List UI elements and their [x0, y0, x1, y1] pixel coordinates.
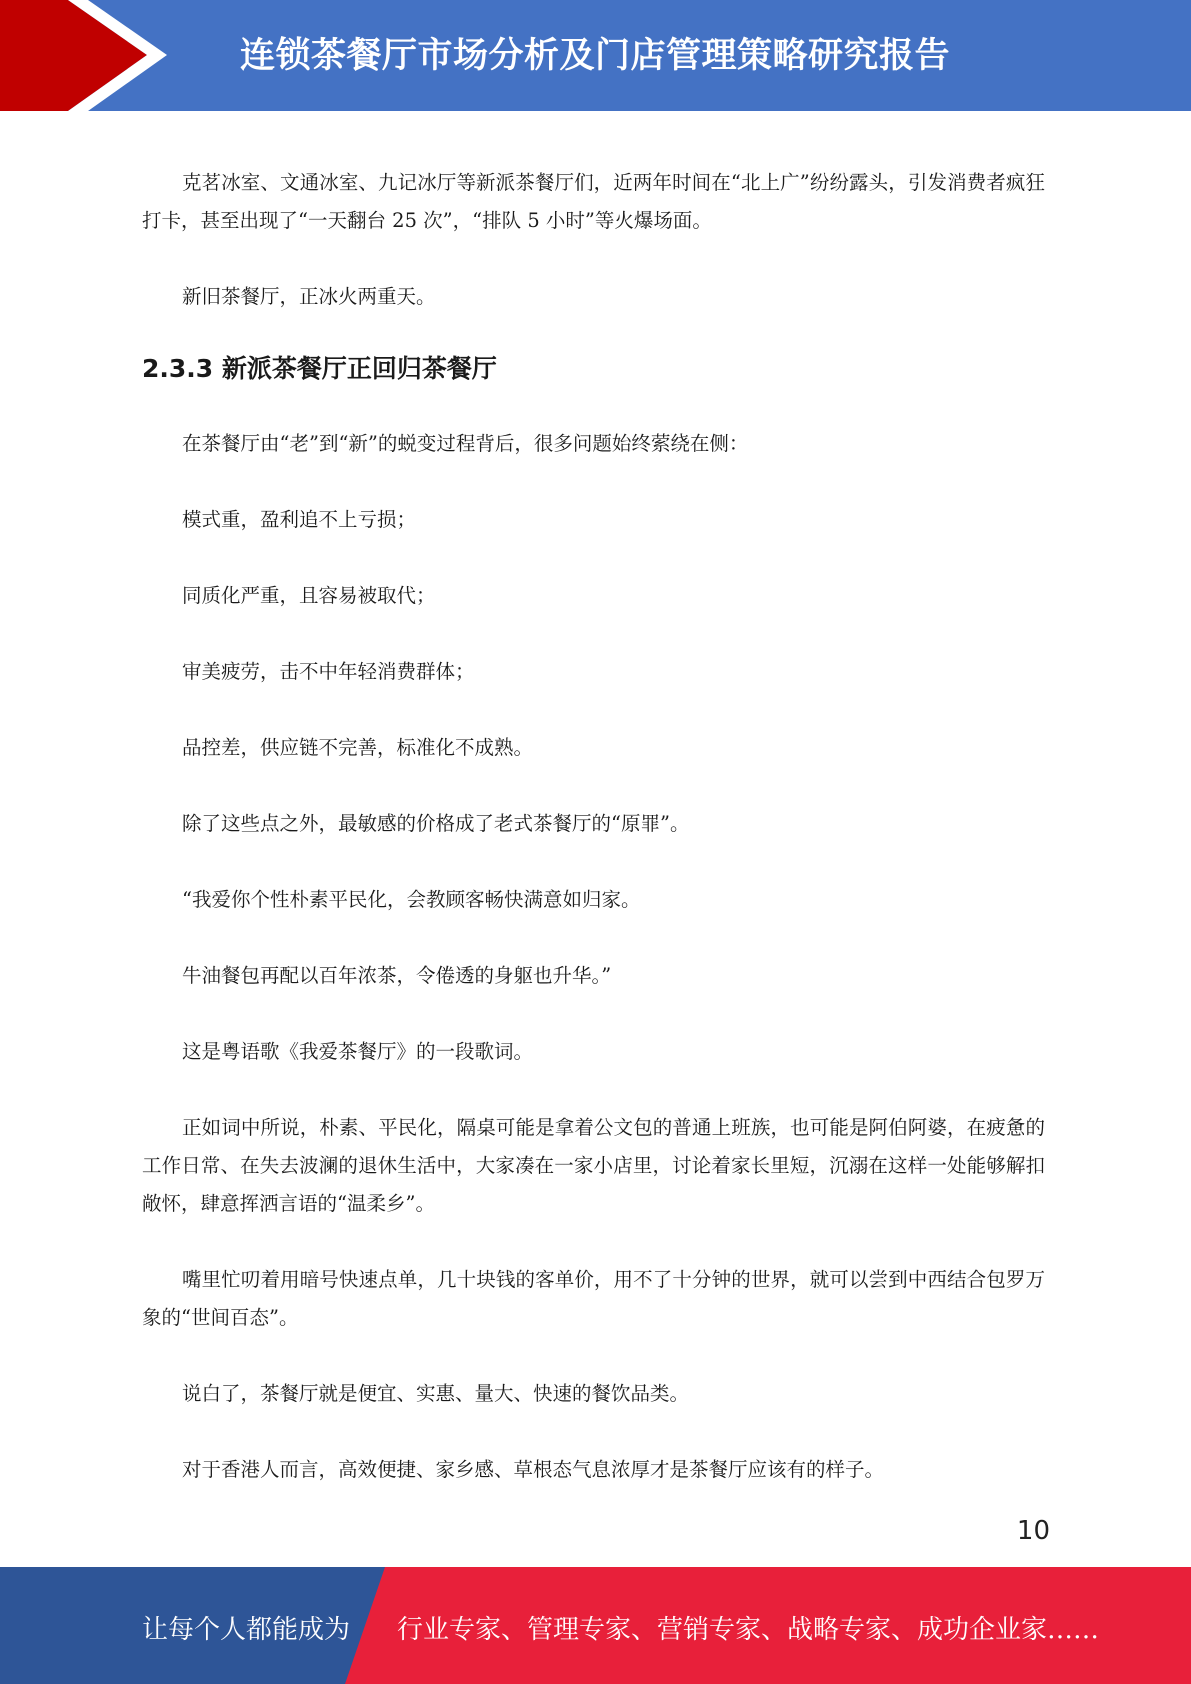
paragraph: 克茗冰室、文通冰室、九记冰厅等新派茶餐厅们，近两年时间在“北上广”纷纷露头，引发消费者疯狂打卡，甚至出现了“一天翻台 25 次”，“排队 5 小时”等火爆场面。 — [142, 171, 1045, 232]
paragraph: 嘴里忙叨着用暗号快速点单，几十块钱的客单价，用不了十分钟的世界，就可以尝到中西结合包罗万象的“世间百态”。 — [142, 1268, 1045, 1329]
footer-slogan-right: 行业专家、管理专家、营销专家、战略专家、成功企业家…… — [397, 1615, 1100, 1645]
paragraph: 除了这些点之外，最敏感的价格成了老式茶餐厅的“原罪”。 — [182, 812, 690, 835]
page-header — [0, 0, 1191, 111]
paragraph: 在茶餐厅由“老”到“新”的蜕变过程背后，很多问题始终萦绕在侧： — [182, 432, 749, 455]
page-number: 10 — [1016, 1516, 1050, 1546]
document-body — [142, 164, 1045, 1489]
paragraph: 品控差，供应链不完善，标准化不成熟。 — [182, 736, 534, 759]
paragraph: 说白了，茶餐厅就是便宜、实惠、量大、快速的餐饮品类。 — [182, 1382, 690, 1405]
paragraph: 审美疲劳，击不中年轻消费群体； — [182, 660, 475, 683]
paragraph: 模式重，盈利追不上亏损； — [182, 508, 417, 531]
page-footer — [0, 1567, 1191, 1684]
paragraph: “我爱你个性朴素平民化，会教顾客畅快满意如归家。 — [182, 888, 641, 911]
paragraph: 正如词中所说，朴素、平民化，隔桌可能是拿着公文包的普通上班族，也可能是阿伯阿婆，在疲惫的工作日常、在失去波澜的退休生活中，大家凑在一家小店里，讨论着家长里短，沉溺在这样一处能够解扣敞怀，肆意挥洒言语的“温柔乡”。 — [142, 1116, 1045, 1215]
paragraph: 同质化严重，且容易被取代； — [182, 584, 436, 607]
section-heading: 2.3.3 新派茶餐厅正回归茶餐厅 — [142, 354, 497, 383]
paragraph: 牛油餐包再配以百年浓茶，令倦透的身躯也升华。” — [182, 964, 612, 987]
paragraph: 对于香港人而言，高效便捷、家乡感、草根态气息浓厚才是茶餐厅应该有的样子。 — [182, 1458, 885, 1481]
paragraph: 新旧茶餐厅，正冰火两重天。 — [182, 285, 436, 308]
report-title: 连锁茶餐厅市场分析及门店管理策略研究报告 — [240, 36, 951, 76]
paragraph: 这是粤语歌《我爱茶餐厅》的一段歌词。 — [182, 1040, 534, 1063]
footer-slogan-left: 让每个人都能成为 — [142, 1615, 351, 1645]
